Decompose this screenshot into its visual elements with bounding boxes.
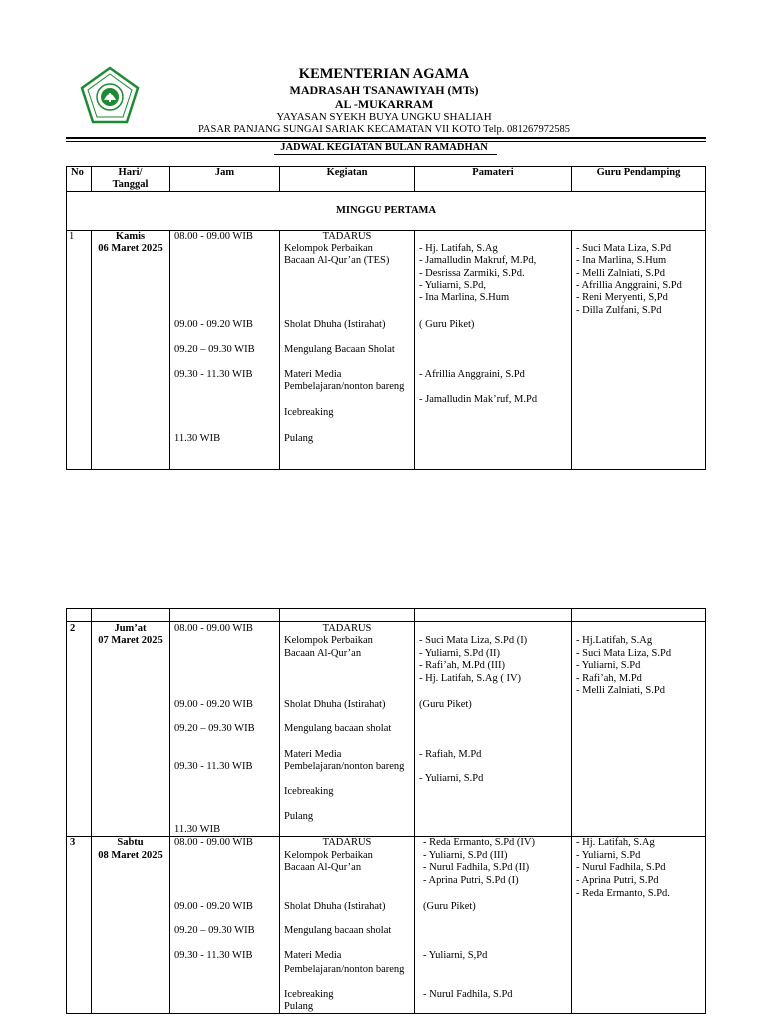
row-number: 1 [69, 231, 75, 242]
activity: Pembelajaran/nonton bareng [284, 381, 405, 392]
activity: Materi Media [284, 369, 342, 380]
activity: Materi Media [284, 749, 342, 760]
table2-border-top [66, 608, 706, 609]
row-day: Jum’at [114, 623, 147, 634]
activity: Icebreaking [284, 786, 334, 797]
activity: Icebreaking [284, 989, 334, 1000]
table2-col-line [169, 608, 170, 1014]
letterhead-rule-thick [66, 137, 706, 139]
school-address: PASAR PANJANG SUNGAI SARIAK KECAMATAN VII KOTO Telp. 081267972585 [198, 124, 570, 135]
activity: Materi Media [284, 950, 342, 961]
speaker: - Ina Marlina, S.Hum [419, 292, 510, 303]
table1-col-line [414, 230, 415, 469]
table1-border-bottom [66, 469, 706, 470]
companion-teacher: - Hj. Latifah, S.Ag [576, 837, 655, 848]
activity: Mengulang bacaan sholat [284, 925, 392, 936]
speaker: - Yuliarni, S,Pd [423, 950, 488, 961]
time-slot: 09.30 - 11.30 WIB [174, 950, 253, 961]
companion-teacher: - Afrillia Anggraini, S.Pd [576, 280, 682, 291]
madrasah-name: MADRASAH TSANAWIYAH (MTs) [289, 83, 479, 97]
table1-col-line [571, 230, 572, 469]
row-number: 2 [70, 623, 76, 634]
document-title: JADWAL KEGIATAN BULAN RAMADHAN [280, 142, 488, 153]
row-date: 07 Maret 2025 [98, 635, 163, 646]
time-slot: 08.00 - 09.00 WIB [174, 623, 253, 634]
title-rule [274, 154, 497, 155]
companion-teacher: - Nurul Fadhila, S.Pd [576, 862, 666, 873]
speaker: - Yuliarni, S.Pd [419, 773, 484, 784]
time-slot: 11.30 WIB [174, 433, 221, 444]
activity: Icebreaking [284, 407, 334, 418]
table2-col-line [571, 608, 572, 1014]
activity: Bacaan Al-Qur’an (TES) [284, 255, 390, 266]
companion-teacher: - Suci Mata Liza, S.Pd [576, 648, 672, 659]
companion-teacher: - Yuliarni, S.Pd [576, 850, 641, 861]
time-slot: 09.20 – 09.30 WIB [174, 925, 255, 936]
madrasah-subname: AL -MUKARRAM [334, 97, 434, 111]
speaker: - Desrissa Zarmiki, S.Pd. [419, 268, 525, 279]
companion-teacher: - Yuliarni, S.Pd [576, 660, 641, 671]
activity: Pembelajaran/nonton bareng [284, 964, 405, 975]
companion-teacher: - Melli Zalniati, S.Pd [576, 268, 665, 279]
activity: Bacaan Al-Qur’an [284, 648, 362, 659]
row-date: 08 Maret 2025 [98, 850, 163, 861]
activity: Sholat Dhuha (Istirahat) [284, 699, 386, 710]
companion-teacher: - Hj.Latifah, S.Ag [576, 635, 653, 646]
row-date: 06 Maret 2025 [98, 243, 163, 254]
column-header-jam: Jam [214, 167, 235, 178]
time-slot: 09.30 - 11.30 WIB [174, 369, 253, 380]
table1-col-line [279, 230, 280, 469]
activity: Kelompok Perbaikan [284, 635, 373, 646]
speaker: - Rafiah, M.Pd [419, 749, 482, 760]
table2-col-line [414, 608, 415, 1014]
speaker: - Jamalludin Makruf, M.Pd, [419, 255, 537, 266]
activity: Pulang [284, 433, 314, 444]
time-slot: 09.20 – 09.30 WIB [174, 723, 255, 734]
speaker: - Rafi’ah, M.Pd (III) [419, 660, 506, 671]
companion-teacher: - Rafi’ah, M.Pd [576, 673, 642, 684]
companion-teacher: - Reda Ermanto, S.Pd. [576, 888, 670, 899]
column-header-no: No [71, 167, 84, 178]
column-header-tanggal: Tanggal [112, 179, 149, 190]
speaker: - Afrillia Anggraini, S.Pd [419, 369, 525, 380]
activity: TADARUS [322, 623, 372, 634]
time-slot: 09.00 - 09.20 WIB [174, 901, 253, 912]
row-day: Sabtu [117, 837, 144, 848]
activity: Kelompok Perbaikan [284, 243, 373, 254]
table2-col-line [91, 608, 92, 1014]
table1-col-line [91, 230, 92, 469]
ministry-name: KEMENTERIAN AGAMA [298, 66, 470, 82]
speaker: (Guru Piket) [423, 901, 476, 912]
speaker: - Suci Mata Liza, S.Pd (I) [419, 635, 528, 646]
activity: Mengulang Bacaan Sholat [284, 344, 395, 355]
speaker: - Nurul Fadhila, S.Pd [423, 989, 513, 1000]
activity: Mengulang bacaan sholat [284, 723, 392, 734]
column-header-kegiatan: Kegiatan [326, 167, 368, 178]
companion-teacher: - Ina Marlina, S.Hum [576, 255, 667, 266]
activity: Pulang [284, 811, 314, 822]
time-slot: 09.00 - 09.20 WIB [174, 699, 253, 710]
companion-teacher: - Dilla Zulfani, S.Pd [576, 305, 662, 316]
time-slot: 09.20 – 09.30 WIB [174, 344, 255, 355]
speaker: - Hj. Latifah, S.Ag [419, 243, 498, 254]
time-slot: 08.00 - 09.00 WIB [174, 837, 253, 848]
column-header-guru-pendamping: Guru Pendamping [596, 167, 681, 178]
table1-col-line [705, 166, 706, 470]
activity: Kelompok Perbaikan [284, 850, 373, 861]
speaker: - Yuliarni, S.Pd (III) [423, 850, 508, 861]
activity: Pembelajaran/nonton bareng [284, 761, 405, 772]
time-slot: 08.00 - 09.00 WIB [174, 231, 253, 242]
table1-col-line [169, 230, 170, 469]
activity: Sholat Dhuha (Istirahat) [284, 901, 386, 912]
table2-col-line [279, 608, 280, 1014]
time-slot: 11.30 WIB [174, 824, 221, 835]
time-slot: 09.30 - 11.30 WIB [174, 761, 253, 772]
companion-teacher: - Reni Meryenti, S,Pd [576, 292, 668, 303]
activity: Pulang [284, 1001, 314, 1012]
table2-col-line [66, 608, 67, 1014]
row-day: Kamis [115, 231, 146, 242]
speaker: - Nurul Fadhila, S.Pd (II) [423, 862, 530, 873]
speaker: (Guru Piket) [419, 699, 472, 710]
companion-teacher: - Melli Zalniati, S.Pd [576, 685, 665, 696]
speaker: - Yuliarni, S.Pd (II) [419, 648, 500, 659]
speaker: ( Guru Piket) [419, 319, 475, 330]
speaker: - Reda Ermanto, S.Pd (IV) [423, 837, 535, 848]
table2-col-line [705, 608, 706, 1014]
section-title: MINGGU PERTAMA [335, 205, 437, 216]
companion-teacher: - Suci Mata Liza, S.Pd [576, 243, 672, 254]
time-slot: 09.00 - 09.20 WIB [174, 319, 253, 330]
activity: TADARUS [322, 837, 372, 848]
column-header-hari: Hari/ [118, 167, 143, 178]
column-header-pamateri: Pamateri [472, 167, 514, 178]
row-number: 3 [70, 837, 76, 848]
companion-teacher: - Aprina Putri, S.Pd [576, 875, 659, 886]
speaker: - Hj. Latifah, S.Ag ( IV) [419, 673, 522, 684]
table2-header-bottom [66, 621, 706, 622]
speaker: - Aprina Putri, S.Pd (I) [423, 875, 519, 886]
foundation-name: YAYASAN SYEKH BUYA UNGKU SHALIAH [276, 111, 492, 123]
activity: TADARUS [322, 231, 372, 242]
speaker: - Yuliarni, S.Pd, [419, 280, 486, 291]
activity: Sholat Dhuha (Istirahat) [284, 319, 386, 330]
activity: Bacaan Al-Qur’an [284, 862, 362, 873]
speaker: - Jamalludin Mak’ruf, M.Pd [419, 394, 538, 405]
table2-border-bottom [66, 1013, 706, 1014]
